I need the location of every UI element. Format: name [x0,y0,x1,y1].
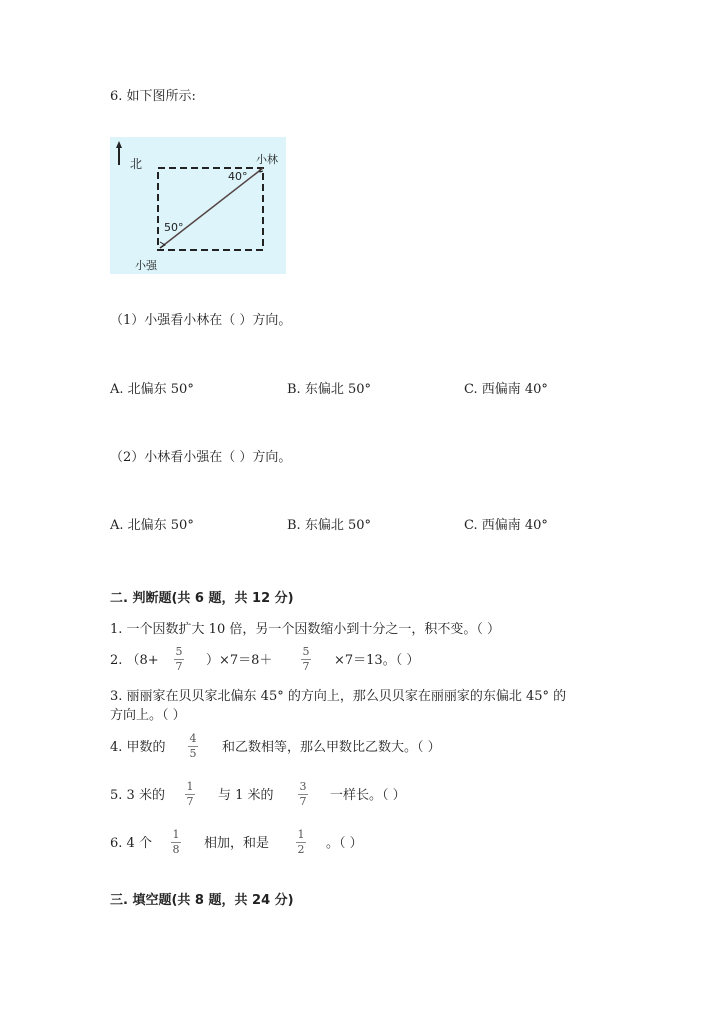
fraction-1-7 [183,781,197,808]
section-2-heading: 二. 判断题(共 6 题，共 12 分) [110,591,294,606]
numerator: 1 [172,828,180,841]
item-6-text-c: 。（ ） [326,836,363,851]
numerator: 1 [186,780,194,793]
denominator: 2 [297,843,305,856]
sub1-option-b[interactable]: B. 东偏北 50° [287,382,371,397]
judge-item-3-line-1: 3. 丽丽家在贝贝家北偏东 45° 的方向上，那么贝贝家在丽丽家的东偏北 45° 的 [110,689,567,704]
judge-item-1: 1. 一个因数扩大 10 倍，另一个因数缩小到十分之一，积不变。（ ） [110,622,500,637]
sub-question-1-prompt: （1）小强看小林在（ ）方向。 [110,313,292,328]
fraction-1-2 [294,829,308,856]
sub1-option-c[interactable]: C. 西偏南 40° [464,382,548,397]
numerator: 5 [302,645,310,658]
numerator: 3 [299,780,307,793]
sub2-option-c[interactable]: C. 西偏南 40° [464,518,548,533]
sub2-option-a[interactable]: A. 北偏东 50° [110,518,194,533]
denominator: 7 [175,660,183,673]
sub2-option-b[interactable]: B. 东偏北 50° [287,518,371,533]
item-2-text-b: ）×7＝8＋ [206,653,273,668]
angle-50-label: 50° [164,221,184,234]
item-4-text-a: 4. 甲数的 [110,740,166,755]
denominator: 7 [186,795,194,808]
direction-figure [110,137,286,274]
numerator: 1 [297,828,305,841]
item-2-text-c: ×7＝13。（ ） [334,653,420,668]
denominator: 7 [299,795,307,808]
xiaolin-label: 小林 [256,153,278,166]
denominator: 7 [302,660,310,673]
fraction-4-5 [186,733,200,760]
fraction-3-7 [296,781,310,808]
item-6-text-b: 相加，和是 [204,836,270,851]
fraction-1-8 [169,829,183,856]
judge-item-3-line-2: 方向上。（ ） [110,708,186,723]
item-5-text-c: 一样长。（ ） [330,788,406,803]
question-6-title: 6. 如下图所示: [110,89,196,104]
numerator: 5 [175,645,183,658]
denominator: 8 [172,843,180,856]
item-5-text-b: 与 1 米的 [218,788,274,803]
sub-question-2-prompt: （2）小林看小强在（ ）方向。 [110,450,292,465]
fraction-5-7 [299,646,313,673]
item-4-text-b: 和乙数相等，那么甲数比乙数大。（ ） [222,740,441,755]
xiaoqiang-label: 小强 [135,259,157,272]
angle-40-label: 40° [228,170,248,183]
denominator: 5 [189,747,197,760]
item-6-text-a: 6. 4 个 [110,836,152,851]
numerator: 4 [189,732,197,745]
fraction-5-7 [172,646,186,673]
sub1-option-a[interactable]: A. 北偏东 50° [110,382,194,397]
item-5-text-a: 5. 3 米的 [110,788,165,803]
item-2-text-a: 2. （8+ [110,653,159,668]
section-3-heading: 三. 填空题(共 8 题，共 24 分) [110,893,294,908]
north-label: 北 [130,157,143,171]
